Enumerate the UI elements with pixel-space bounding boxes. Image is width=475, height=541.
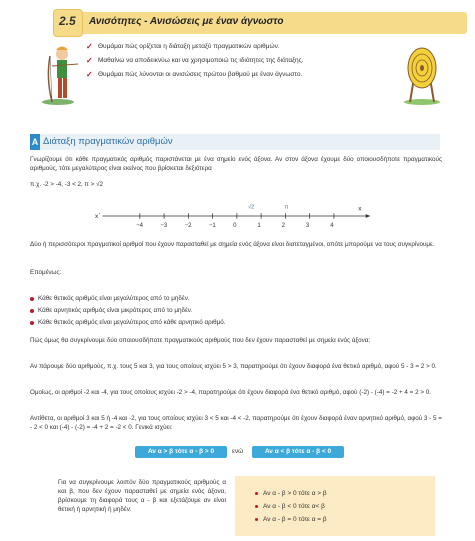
paragraph-3: Αντίθετα, οι αριθμοί 3 και 5 ή -4 και -2, για τους οποίους ισχύει 3 < 5 και -4 < -2, παρατηρούμε ότι έχουν διαφορά έναν αρνητικό αριθμό, αφού 3 - 5 = - 2 < 0 και (-4) - (-2) = -4 + 2 = -2 < 0. Γενικά ισχύει: [30, 415, 442, 431]
pi-mark: π [284, 204, 289, 211]
ordered-paragraph: Δύο ή περισσότεροι πραγματικοί αριθμοί που έχουν παρασταθεί με σημεία ενός άξονα είναι διατεταγμένοι, οπότε μπορούμε να τους συγκρίνουμε. [30, 241, 435, 248]
section-title: Διάταξη πραγματικών αριθμών [43, 136, 173, 147]
question-paragraph: Πώς όμως θα συγκρίνουμε δύο οποιουσδήποτε πραγματικούς αριθμούς που δεν έχουν παρασταθεί με σημεία ενός άξονα; [30, 337, 371, 344]
paragraph-2: Ομοίως, οι αριθμοί -2 και -4, για τους οποίους ισχύει -2 > -4, παρατηρούμε ότι έχουν διαφορά ένα θετικό αριθμό, αφού (-2) - (-4) = -2 + 4 = 2 > 0. [30, 389, 431, 396]
chapter-number: 2.5 [59, 14, 76, 28]
archer-illustration [28, 38, 88, 106]
box-rule: Αν α - β < 0 τότε α< β [263, 503, 325, 510]
section-letter: Α [30, 134, 40, 150]
rule-negative-difference: Αν α < β τότε α - β < 0 [252, 446, 344, 458]
rule-connector: ενώ [232, 448, 244, 455]
rule-bullet: Κάθε αρνητικός αριθμός είναι μικρότερος από το μηδέν. [38, 307, 193, 314]
target-illustration [400, 38, 450, 106]
comparison-rules-box [235, 476, 435, 536]
axis-tick-label: 0 [233, 223, 237, 230]
goal-item: ✓ Μαθαίνω να αποδεικνύω και να χρησιμοποιώ τις ιδιότητες της διάταξης. [86, 56, 304, 65]
conclusion-paragraph: Για να συγκρίνουμε λοιπόν δύο πραγματικούς αριθμούς α και β, που δεν έχουν παρασταθεί με σημεία ενός άξονα, βρίσκουμε τη διαφορά τους α - β και εξετάζουμε αν είναι θετική ή αρνητική ή μηδέν. [58, 479, 226, 513]
rule-bullet: Κάθε θετικός αριθμός είναι μεγαλύτερος από το μηδέν. [38, 295, 190, 302]
axis-tick-label: 1 [257, 223, 261, 230]
axis-tick-label: 3 [305, 223, 310, 230]
goal-item: ✓ Θυμάμαι πώς λύνονται οι ανισώσεις πρώτου βαθμού με έναν άγνωστο. [86, 70, 303, 79]
axis-right-label: x [358, 205, 362, 213]
chapter-header [55, 12, 467, 34]
sqrt2-mark: √2 [248, 204, 255, 211]
rule-positive-difference: Αν α > β τότε α - β > 0 [135, 446, 227, 458]
box-rule: Αν α - β = 0 τότε α = β [263, 516, 327, 523]
intro-paragraph: Γνωρίζουμε ότι κάθε πραγματικός αριθμός παριστάνεται με ένα σημείο ενός άξονα. Αν στον άξονα έχουμε δύο οποιουσδήποτε πραγματικούς αριθμούς, τότε μεγαλύτερος είναι εκείνος που βρίσκεται δεξιότερα [30, 156, 442, 172]
axis-tick-label: 2 [281, 223, 286, 230]
axis-tick-label: −4 [136, 223, 143, 230]
box-rule: Αν α - β > 0 τότε α > β [263, 490, 327, 497]
example-text: π.χ. -2 > -4, -3 < 2, π > √2 [30, 181, 104, 188]
section-heading [30, 134, 440, 150]
check-icon: ✓ [86, 42, 93, 51]
axis-tick-label: −1 [208, 223, 216, 230]
rule-bullet: Κάθε θετικός αριθμός είναι μεγαλύτερος από κάθε αρνητικό αριθμό. [38, 319, 225, 326]
paragraph-1: Αν πάρουμε δύο αριθμούς, π.χ. τους 5 και 3, για τους οποίους ισχύει 5 > 3, παρατηρούμε ότι έχουν διαφορά ένα θετικό αριθμό, αφού 5 - 3 = 2 > 0. [30, 363, 437, 370]
axis-tick-label: 4 [330, 223, 334, 230]
axis-tick-label: −2 [184, 223, 192, 230]
check-icon: ✓ [86, 70, 93, 79]
goal-item: ✓ Θυμάμαι πώς ορίζεται η διάταξη μεταξύ πραγματικών αριθμών. [86, 42, 280, 51]
check-icon: ✓ [86, 56, 93, 65]
chapter-title: Ανισότητες - Ανισώσεις με έναν άγνωστο [89, 16, 284, 27]
number-line [95, 196, 375, 236]
axis-tick-label: −3 [160, 223, 168, 230]
therefore-text: Επομένως: [30, 269, 62, 276]
axis-left-label: x΄ [95, 212, 101, 220]
